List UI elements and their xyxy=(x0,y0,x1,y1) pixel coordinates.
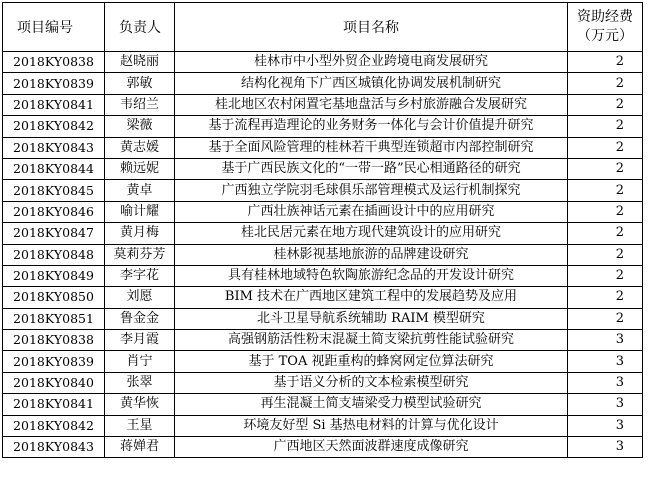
table-row xyxy=(3,437,643,458)
project-code-cell: 2018KY0841 xyxy=(3,94,105,115)
header-funding-line2: （万元） xyxy=(577,28,633,44)
person-cell: 梁薇 xyxy=(105,116,175,137)
table-row xyxy=(3,415,643,436)
project-code-cell: 2018KY0843 xyxy=(3,137,105,158)
table-row xyxy=(3,351,643,372)
funding-cell: 2 xyxy=(568,287,643,308)
funding-cell: 2 xyxy=(568,265,643,286)
person-cell: 刘愿 xyxy=(105,287,175,308)
project-code-cell: 2018KY0849 xyxy=(3,265,105,286)
project-code-cell: 2018KY0840 xyxy=(3,372,105,393)
funding-cell: 3 xyxy=(568,330,643,351)
project-name-cell: 具有桂林地域特色软陶旅游纪念品的开发设计研究 xyxy=(175,265,568,286)
project-code-cell: 2018KY0844 xyxy=(3,158,105,179)
project-code-cell: 2018KY0839 xyxy=(3,73,105,94)
project-code-cell: 2018KY0848 xyxy=(3,244,105,265)
person-cell: 黄华恢 xyxy=(105,394,175,415)
person-cell: 李月霞 xyxy=(105,330,175,351)
project-code-cell: 2018KY0843 xyxy=(3,437,105,458)
project-code-cell: 2018KY0842 xyxy=(3,116,105,137)
project-code-cell: 2018KY0851 xyxy=(3,308,105,329)
header-project-code: 项目编号 xyxy=(3,3,105,52)
project-name-cell: 广西地区天然面波群速度成像研究 xyxy=(175,437,568,458)
table-row xyxy=(3,73,643,94)
funding-cell: 2 xyxy=(568,116,643,137)
funding-cell: 2 xyxy=(568,244,643,265)
table-body xyxy=(3,52,643,458)
table-row xyxy=(3,52,643,73)
table-row xyxy=(3,94,643,115)
person-cell: 蒋婵君 xyxy=(105,437,175,458)
project-name-cell: 结构化视角下广西区城镇化协调发展机制研究 xyxy=(175,73,568,94)
person-cell: 黄志媛 xyxy=(105,137,175,158)
project-name-cell: 桂北地区农村闲置宅基地盘活与乡村旅游融合发展研究 xyxy=(175,94,568,115)
project-code-cell: 2018KY0838 xyxy=(3,330,105,351)
project-code-cell: 2018KY0839 xyxy=(3,351,105,372)
person-cell: 肖宁 xyxy=(105,351,175,372)
table-row xyxy=(3,116,643,137)
person-cell: 莫莉芬芳 xyxy=(105,244,175,265)
project-name-cell: 基于 TOA 视距重构的蜂窝网定位算法研究 xyxy=(175,351,568,372)
funding-cell: 3 xyxy=(568,351,643,372)
project-code-cell: 2018KY0838 xyxy=(3,52,105,73)
project-name-cell: 广西独立学院羽毛球俱乐部管理模式及运行机制探究 xyxy=(175,180,568,201)
project-name-cell: 基于广西民族文化的“一带一路”民心相通路径的研究 xyxy=(175,158,568,179)
header-funding-line1: 资助经费 xyxy=(577,9,633,25)
project-code-cell: 2018KY0842 xyxy=(3,415,105,436)
table-row xyxy=(3,330,643,351)
funding-cell: 2 xyxy=(568,158,643,179)
funding-cell: 2 xyxy=(568,180,643,201)
project-code-cell: 2018KY0846 xyxy=(3,201,105,222)
project-funding-table xyxy=(2,2,643,458)
project-code-cell: 2018KY0847 xyxy=(3,223,105,244)
header-project-name: 项目名称 xyxy=(175,3,568,52)
table-row xyxy=(3,308,643,329)
project-name-cell: 桂北民居元素在地方现代建筑设计的应用研究 xyxy=(175,223,568,244)
project-code-cell: 2018KY0850 xyxy=(3,287,105,308)
funding-cell: 3 xyxy=(568,437,643,458)
project-name-cell: 广西壮族神话元素在插画设计中的应用研究 xyxy=(175,201,568,222)
funding-cell: 3 xyxy=(568,415,643,436)
table-row xyxy=(3,265,643,286)
table-row xyxy=(3,201,643,222)
table-row xyxy=(3,287,643,308)
funding-cell: 2 xyxy=(568,137,643,158)
person-cell: 郭敏 xyxy=(105,73,175,94)
table-row xyxy=(3,372,643,393)
person-cell: 赵晓丽 xyxy=(105,52,175,73)
person-cell: 李字花 xyxy=(105,265,175,286)
funding-cell: 2 xyxy=(568,308,643,329)
table-row xyxy=(3,137,643,158)
person-cell: 韦绍兰 xyxy=(105,94,175,115)
project-code-cell: 2018KY0845 xyxy=(3,180,105,201)
header-funding xyxy=(568,3,643,52)
funding-cell: 2 xyxy=(568,201,643,222)
person-cell: 黄月梅 xyxy=(105,223,175,244)
funding-cell: 2 xyxy=(568,52,643,73)
funding-cell: 2 xyxy=(568,73,643,94)
project-name-cell: 桂林影视基地旅游的品牌建设研究 xyxy=(175,244,568,265)
person-cell: 鲁金金 xyxy=(105,308,175,329)
project-name-cell: 基于流程再造理论的业务财务一体化与会计价值提升研究 xyxy=(175,116,568,137)
person-cell: 赖远妮 xyxy=(105,158,175,179)
project-name-cell: 环境友好型 Si 基热电材料的计算与优化设计 xyxy=(175,415,568,436)
project-name-cell: 高强钢筋活性粉末混凝土简支梁抗剪性能试验研究 xyxy=(175,330,568,351)
project-name-cell: 基于语义分析的文本检索模型研究 xyxy=(175,372,568,393)
project-name-cell: BIM 技术在广西地区建筑工程中的发展趋势及应用 xyxy=(175,287,568,308)
project-name-cell: 桂林市中小型外贸企业跨境电商发展研究 xyxy=(175,52,568,73)
person-cell: 黄卓 xyxy=(105,180,175,201)
funding-cell: 3 xyxy=(568,394,643,415)
project-name-cell: 北斗卫星导航系统辅助 RAIM 模型研究 xyxy=(175,308,568,329)
project-name-cell: 基于全面风险管理的桂林若干典型连锁超市内部控制研究 xyxy=(175,137,568,158)
header-person-in-charge: 负责人 xyxy=(105,3,175,52)
table-row xyxy=(3,394,643,415)
funding-cell: 2 xyxy=(568,223,643,244)
table-row xyxy=(3,244,643,265)
header-row xyxy=(3,3,643,52)
project-code-cell: 2018KY0841 xyxy=(3,394,105,415)
funding-cell: 2 xyxy=(568,94,643,115)
project-name-cell: 再生混凝土简支墙梁受力模型试验研究 xyxy=(175,394,568,415)
funding-cell: 3 xyxy=(568,372,643,393)
person-cell: 张翠 xyxy=(105,372,175,393)
table-row xyxy=(3,180,643,201)
table-row xyxy=(3,158,643,179)
table-row xyxy=(3,223,643,244)
person-cell: 喻计耀 xyxy=(105,201,175,222)
person-cell: 王星 xyxy=(105,415,175,436)
